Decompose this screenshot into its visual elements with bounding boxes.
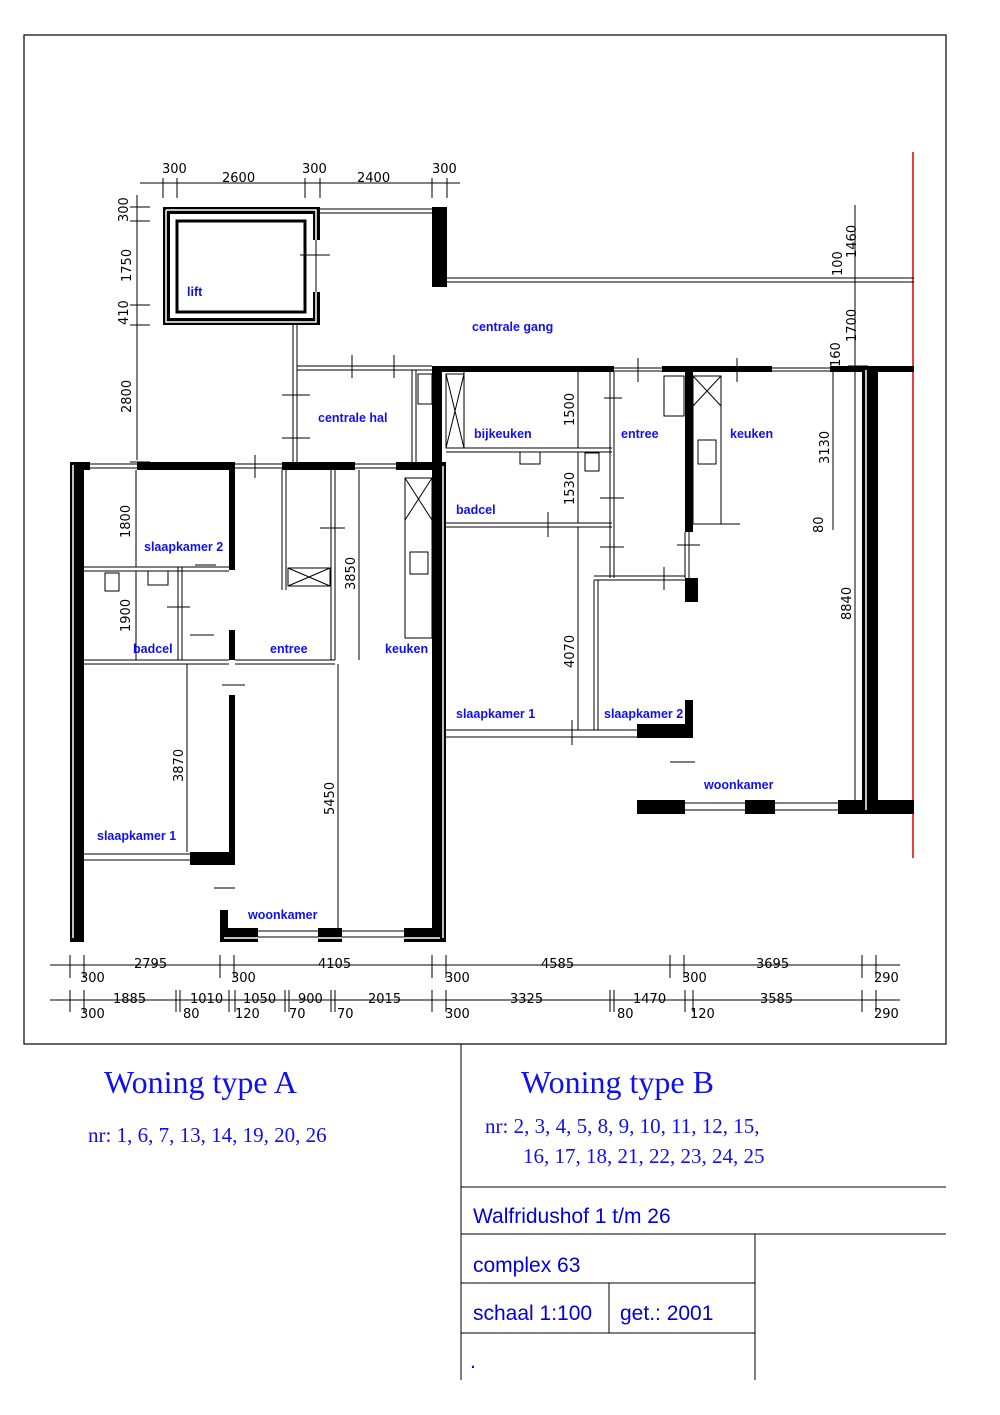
dim-b2-14: 1470: [633, 992, 667, 1007]
dim-1530: 1530: [563, 471, 578, 505]
dim-top-4: 2400: [357, 171, 391, 186]
title-block-note: .: [470, 1350, 476, 1373]
title-block-scale: schaal 1:100: [473, 1302, 593, 1325]
dim-5450: 5450: [323, 781, 338, 815]
dim-b2-12: 3325: [510, 992, 544, 1007]
dim-b2-4: 80: [183, 1007, 200, 1022]
dim-left-2: 1750: [120, 248, 135, 282]
room-label-centrale-gang: centrale gang: [472, 320, 554, 334]
dim-b1-5: 300: [445, 971, 470, 986]
dim-b1-2: 2795: [134, 957, 168, 972]
dim-b2-8: 70: [289, 1007, 306, 1022]
dim-b2-15: 120: [690, 1007, 715, 1022]
dim-b1-9: 290: [874, 971, 899, 986]
dim-8840: 8840: [840, 586, 855, 620]
title-block-complex: complex 63: [473, 1254, 581, 1277]
room-label-lift: lift: [187, 285, 203, 299]
dim-b2-10: 2015: [368, 992, 402, 1007]
walls: [70, 207, 914, 942]
dim-3870: 3870: [172, 748, 187, 782]
room-label-entree-b: entree: [621, 427, 659, 441]
dim-3130: 3130: [818, 430, 833, 464]
door-markers: [167, 240, 737, 888]
room-label-badcel-b: badcel: [456, 503, 496, 517]
room-label-bijkeuken: bijkeuken: [474, 427, 532, 441]
dim-b1-6: 4585: [541, 957, 575, 972]
dim-b2-16: 3585: [760, 992, 794, 1007]
type-a-title: Woning type A: [104, 1064, 297, 1100]
room-label-keuken-a: keuken: [385, 642, 429, 656]
dim-b2-9: 70: [337, 1007, 354, 1022]
dim-1800: 1800: [119, 504, 134, 538]
dim-top-1: 300: [162, 162, 187, 177]
dim-3850: 3850: [344, 556, 359, 590]
dim-b2-2: 1885: [113, 992, 147, 1007]
dim-1900: 1900: [119, 598, 134, 632]
dim-b2-7: 900: [298, 992, 323, 1007]
dim-left-hall: 2800: [120, 379, 135, 413]
dim-1500: 1500: [563, 392, 578, 426]
title-block-project: Walfridushof 1 t/m 26: [473, 1205, 671, 1228]
room-label-slaapkamer1-a: slaapkamer 1: [97, 829, 177, 843]
dim-b2-11: 300: [445, 1007, 470, 1022]
type-b-title: Woning type B: [521, 1064, 714, 1100]
room-label-slaapkamer2-b: slaapkamer 2: [604, 707, 684, 721]
dim-b1-3: 300: [231, 971, 256, 986]
dim-b1-8: 3695: [756, 957, 790, 972]
dim-right-100: 100: [831, 251, 846, 276]
type-b-numbers-line1: nr: 2, 3, 4, 5, 8, 9, 10, 11, 12, 15,: [485, 1114, 760, 1138]
room-label-slaapkamer2-a: slaapkamer 2: [144, 540, 224, 554]
partitions: [84, 325, 740, 730]
dim-80: 80: [812, 516, 827, 533]
dim-right-160: 160: [829, 342, 844, 367]
dim-left-1: 300: [117, 197, 132, 222]
dim-b2-5: 1050: [243, 992, 277, 1007]
dim-b2-13: 80: [617, 1007, 634, 1022]
dim-top-2: 2600: [222, 171, 256, 186]
type-a-numbers: nr: 1, 6, 7, 13, 14, 19, 20, 26: [88, 1123, 327, 1147]
dim-b2-3: 1010: [190, 992, 224, 1007]
dim-right-1700: 1700: [845, 308, 860, 342]
dim-b1-4: 4105: [318, 957, 352, 972]
fixtures: [105, 374, 721, 638]
title-block-drawn: get.: 2001: [620, 1302, 714, 1325]
room-label-entree-a: entree: [270, 642, 308, 656]
dim-top-5: 300: [432, 162, 457, 177]
room-label-woonkamer-a: woonkamer: [248, 908, 318, 922]
room-label-slaapkamer1-b: slaapkamer 1: [456, 707, 536, 721]
dim-4070: 4070: [563, 634, 578, 668]
dim-b1-1: 300: [80, 971, 105, 986]
room-label-keuken-b: keuken: [730, 427, 774, 441]
dim-b2-1: 300: [80, 1007, 105, 1022]
dim-right-1460: 1460: [845, 224, 860, 258]
dim-b2-17: 290: [874, 1007, 899, 1022]
dim-top-3: 300: [302, 162, 327, 177]
type-b-numbers-line2: 16, 17, 18, 21, 22, 23, 24, 25: [523, 1144, 765, 1168]
room-label-badcel-a: badcel: [133, 642, 173, 656]
dim-b2-6: 120: [235, 1007, 260, 1022]
dim-b1-7: 300: [682, 971, 707, 986]
dim-left-3: 410: [117, 300, 132, 325]
room-label-centrale-hal: centrale hal: [318, 411, 388, 425]
room-label-woonkamer-b: woonkamer: [704, 778, 774, 792]
